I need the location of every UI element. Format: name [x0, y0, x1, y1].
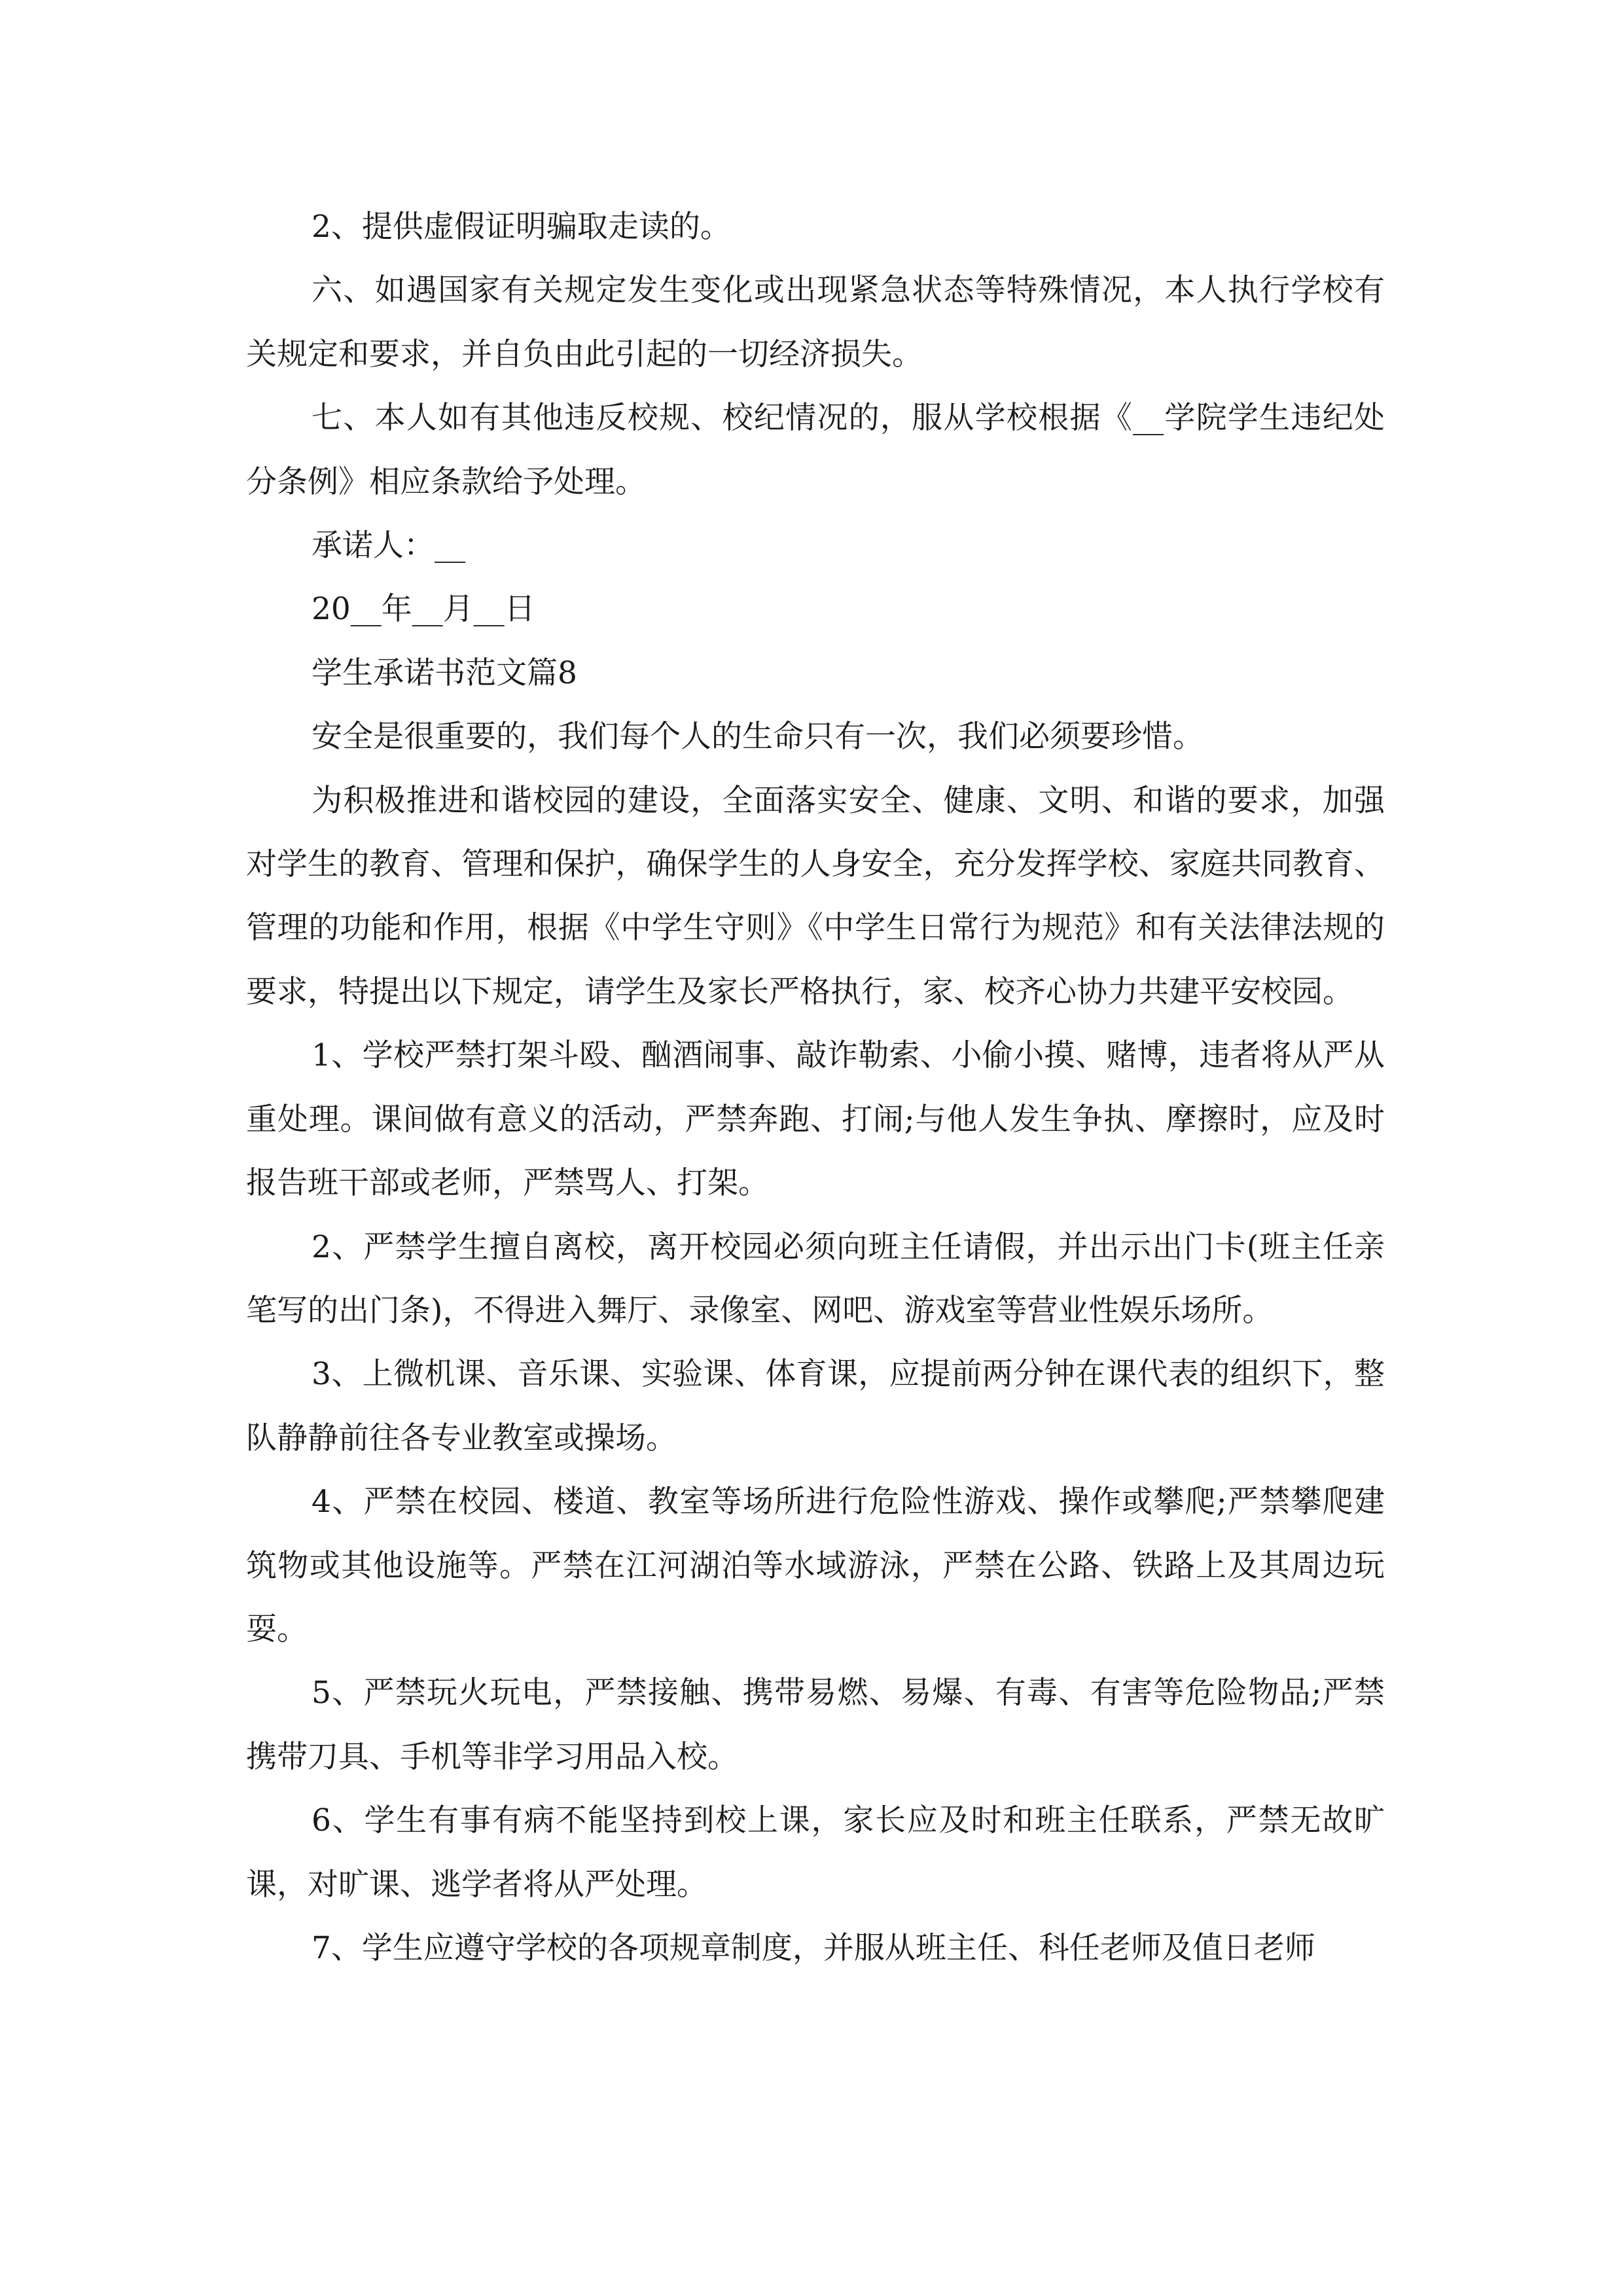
paragraph-purpose: 为积极推进和谐校园的建设，全面落实安全、健康、文明、和谐的要求，加强对学生的教育、管理和保护，确保学生的人身安全，充分发挥学校、家庭共同教育、管理的功能和作用，根据《中学生守则》《中学生日常行为规范》和有关法律法规的要求，特提出以下规定，请学生及家长严格执行，家、校齐心协力共建平安校园。	[246, 782, 1385, 1010]
rule-5: 5、严禁玩火玩电，严禁接触、携带易燃、易爆、有毒、有害等危险物品;严禁携带刀具、手机等非学习用品入校。	[246, 1675, 1385, 1775]
document-body	[246, 195, 1385, 1980]
rule-6: 6、学生有事有病不能坚持到校上课，家长应及时和班主任联系，严禁无故旷课，对旷课、逃学者将从严处理。	[246, 1803, 1385, 1903]
date-line: 20__年__月__日	[312, 591, 535, 628]
rule-3: 3、上微机课、音乐课、实验课、体育课，应提前两分钟在课代表的组织下，整队静静前往各专业教室或操场。	[246, 1356, 1385, 1456]
rule-4: 4、严禁在校园、楼道、教室等场所进行危险性游戏、操作或攀爬;严禁攀爬建筑物或其他设施等。严禁在江河湖泊等水域游泳，严禁在公路、铁路上及其周边玩耍。	[246, 1484, 1385, 1647]
rule-7: 7、学生应遵守学校的各项规章制度，并服从班主任、科任老师及值日老师	[312, 1929, 1315, 1966]
rule-2: 2、严禁学生擅自离校，离开校园必须向班主任请假，并出示出门卡(班主任亲笔写的出门条)，不得进入舞厅、录像室、网吧、游戏室等营业性娱乐场所。	[246, 1229, 1385, 1329]
paragraph-clause-6: 六、如遇国家有关规定发生变化或出现紧急状态等特殊情况，本人执行学校有关规定和要求，并自负由此引起的一切经济损失。	[246, 272, 1385, 372]
signature-line: 承诺人：__	[312, 528, 465, 564]
section-heading: 学生承诺书范文篇8	[312, 655, 577, 691]
paragraph-item-2-false-proof: 2、提供虚假证明骗取走读的。	[312, 209, 731, 245]
rule-1: 1、学校严禁打架斗殴、酗酒闹事、敲诈勒索、小偷小摸、赌博，违者将从严从重处理。课间做有意义的活动，严禁奔跑、打闹;与他人发生争执、摩擦时，应及时报告班干部或老师，严禁骂人、打架。	[246, 1037, 1385, 1202]
paragraph-intro: 安全是很重要的，我们每个人的生命只有一次，我们必须要珍惜。	[312, 719, 1204, 755]
paragraph-clause-7: 七、本人如有其他违反校规、校纪情况的，服从学校根据《__学院学生违纪处分条例》相应条款给予处理。	[246, 400, 1385, 500]
